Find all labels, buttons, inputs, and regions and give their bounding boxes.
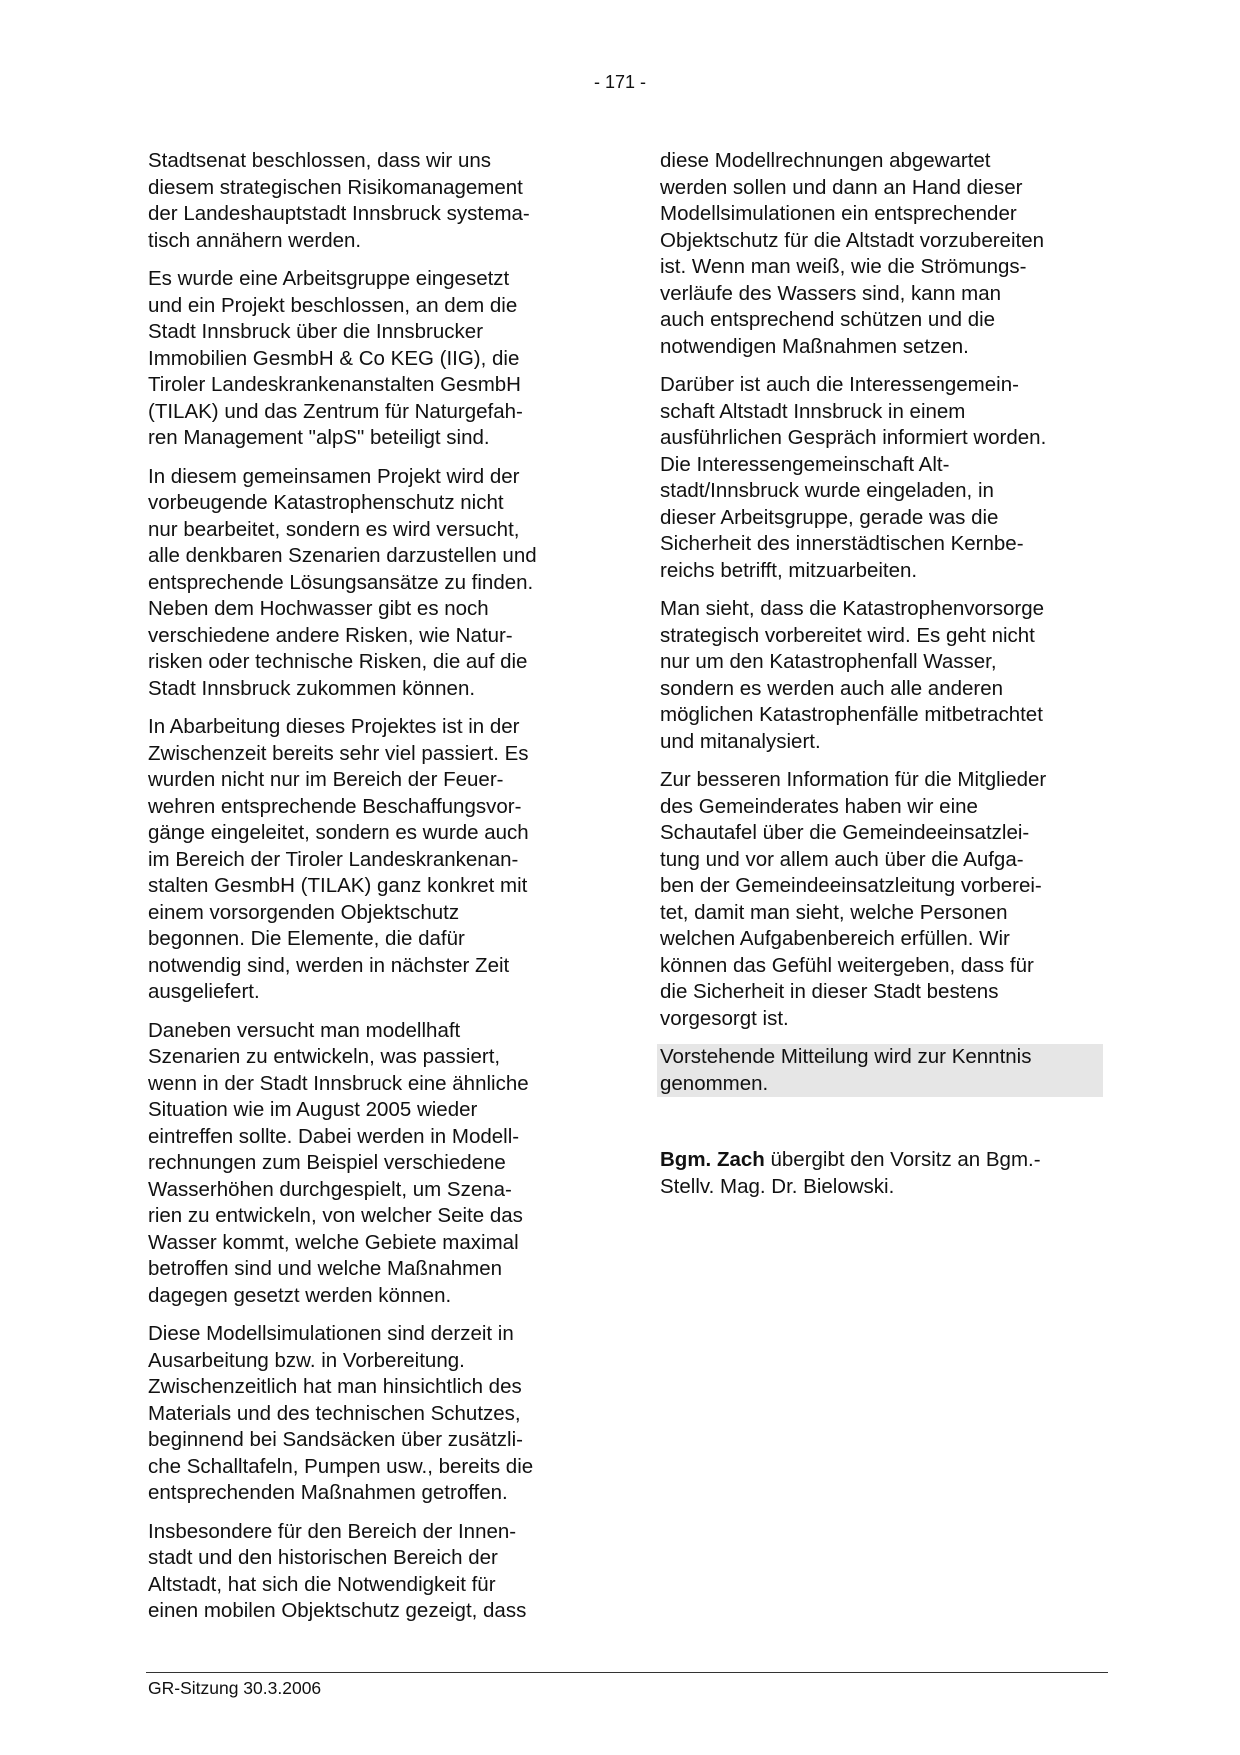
paragraph: Insbesondere für den Bereich der Innen- stadt und den historischen Bereich der Altstadt, hat sich die Notwendigkeit für einen mobilen Objektschutz gezeigt, dass [148, 1519, 527, 1622]
paragraph: Man sieht, dass die Katastrophenvorsorge strategisch vorbereitet wird. Es geht nicht nur um den Katastrophenfall Wasser, sondern es werden auch alle anderen möglichen Katastrophenfälle mitbetrachtet und mitanalysiert. [660, 597, 1045, 753]
page-number: - 171 - [593, 72, 647, 92]
paragraph: In Abarbeitung dieses Projektes ist in der Zwischenzeit bereits sehr viel passiert. Es wurden nicht nur im Bereich der Feuer- wehren entsprechende Beschaffungsvor- gänge eingeleitet, sondern es wurde auch im Bereich der Tiroler Landeskrankenan- stalten GesmbH (TILAK) ganz konkret mit einem vorsorgenden Objektschutz begonnen. Die Elemente, die dafür notwendig sind, werden in nächster Zeit ausgeliefert. [148, 715, 529, 1003]
paragraph: diese Modellrechnungen abgewartet werden sollen und dann an Hand dieser Modellsimulationen ein entsprechender Objektschutz für die Altstadt vorzubereiten ist. Wenn man weiß, wie die Strömungs- verläufe des Wassers sind, kann man auch entsprechend schützen und die notwendigen Maßnahmen setzen. [660, 149, 1045, 358]
footer-session-date: GR-Sitzung 30.3.2006 [148, 1678, 322, 1698]
paragraph: In diesem gemeinsamen Projekt wird der vorbeugende Katastrophenschutz nicht nur bearbeitet, sondern es wird versucht, alle denkbaren Szenarien darzustellen und entsprechende Lösungsansätze zu finden. Neben dem Hochwasser gibt es noch verschiedene andere Risken, wie Natur- risken oder technische Risken, die auf die Stadt Innsbruck zukommen können. [148, 464, 537, 700]
speaker-name: Bgm. Zach [660, 1148, 765, 1171]
chair-handover: Bgm. Zach übergibt den Vorsitz an Bgm.- Stellv. Mag. Dr. Bielowski. [660, 1148, 1041, 1198]
footer-divider [146, 1672, 1108, 1673]
paragraph: Daneben versucht man modellhaft Szenarien zu entwickeln, was passiert, wenn in der Stadt Innsbruck eine ähnliche Situation wie im August 2005 wieder eintreffen sollte. Dabei werden in Modell- rechnungen zum Beispiel verschiedene Wasserhöhen durchgespielt, um Szena- rien zu entwickeln, von welcher Seite das Wasser kommt, welche Gebiete maximal betroffen sind und welche Maßnahmen dagegen gesetzt werden können. [148, 1018, 529, 1307]
right-column [660, 148, 1105, 1212]
paragraph: Stadtsenat beschlossen, dass wir uns diesem strategischen Risikomanagement der Landeshauptstadt Innsbruck systema- tisch annähern werden. [148, 149, 530, 252]
paragraph: Diese Modellsimulationen sind derzeit in Ausarbeitung bzw. in Vorbereitung. Zwischenzeitlich hat man hinsichtlich des Materials und des technischen Schutzes, beginnend bei Sandsäcken über zusätzli- che Schalltafeln, Pumpen usw., bereits die entsprechenden Maßnahmen getroffen. [148, 1322, 534, 1504]
resolution-notice: Vorstehende Mitteilung wird zur Kenntnis genommen. [657, 1044, 1103, 1097]
left-column [148, 148, 598, 1637]
paragraph: Es wurde eine Arbeitsgruppe eingesetzt und ein Projekt beschlossen, an dem die Stadt Innsbruck über die Innsbrucker Immobilien GesmbH & Co KEG (IIG), die Tiroler Landeskrankenanstalten GesmbH (TILAK) und das Zentrum für Naturgefah- ren Management "alpS" beteiligt sind. [148, 267, 523, 449]
paragraph: Zur besseren Information für die Mitglieder des Gemeinderates haben wir eine Schautafel über die Gemeindeeinsatzlei- tung und vor allem auch über die Aufga- ben der Gemeindeeinsatzleitung vorberei- tet, damit man sieht, welche Personen welchen Aufgabenbereich erfüllen. Wir können das Gefühl weitergeben, dass für die Sicherheit in dieser Stadt bestens vorgesorgt ist. [660, 768, 1047, 1030]
paragraph: Darüber ist auch die Interessengemein- schaft Altstadt Innsbruck in einem ausführlichen Gespräch informiert worden. Die Interessengemeinschaft Alt- stadt/Innsbruck wurde eingeladen, in dieser Arbeitsgruppe, gerade was die Sicherheit des innerstädtischen Kernbe- reichs betrifft, mitzuarbeiten. [660, 373, 1047, 582]
